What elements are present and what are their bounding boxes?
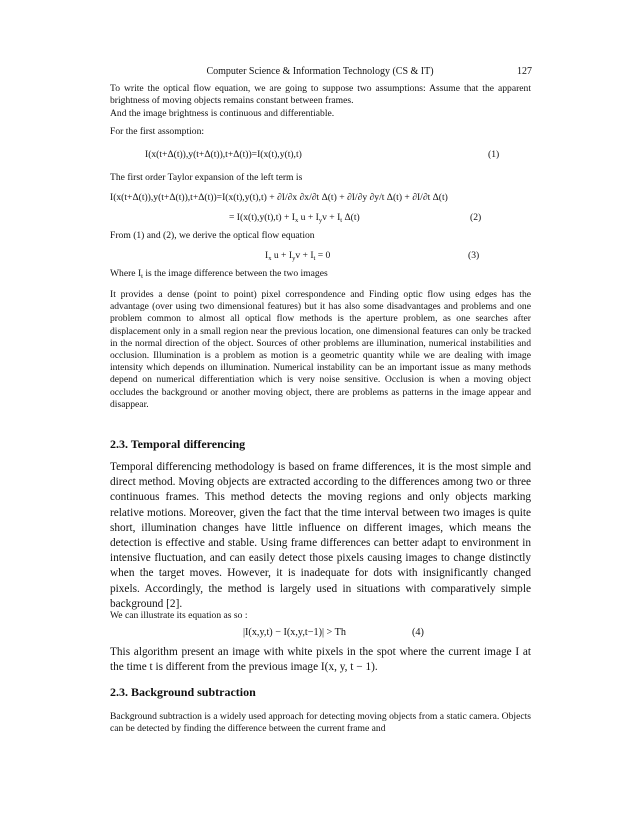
page-number: 127 xyxy=(517,66,532,77)
equation-3: $I_x$ $u + I_yv + I_t = 0$ xyxy=(265,250,331,262)
section-heading-temporal: 2.3. Temporal differencing xyxy=(110,437,246,451)
equation-4-number: (4) xyxy=(412,627,424,638)
illustrate-sentence: We can illustrate its equation as so : xyxy=(110,610,248,621)
equation-2-number: (2) xyxy=(470,212,482,223)
equation-1: I(x(t+Δ(t)),y(t+Δ(t)),t+Δ(t))=I(x(t),y(t),t) xyxy=(145,149,302,160)
where-sentence: Where $I_t$ is the image difference between the two images xyxy=(110,268,328,280)
equation-2-line-1: I(x(t+Δ(t)),y(t+Δ(t)),t+Δ(t))=I(x(t),y(t),t) + ∂I/∂x ∂x/∂t Δ(t) + ∂I/∂y ∂y/t Δ(t) + ∂I/∂t Δ(t) xyxy=(110,192,448,203)
dense-paragraph: It provides a dense (point to point) pixel correspondence and Finding optic flow using edges has the advantage (over using two dimensional features) but it has also some disadvantages and problems and one problem common to almost all optical flow methods is the aperture problem, as one searches after displacement only in a small region near the previous location, one dimensional features can only be tracked in the normal direction of the object. Sources of other problems are illumination, numerical instabilities and occlusion. Illumination is a problem as motion is a geometric quantity while we are dealing with image intensity which depends on illumination. Numerical instability can be an important issue as many methods depend on numerical differentiation which is very noise sensitive. Occlusion is when a moving object occludes the background or another moving object, there are problems as patterns in the image appear and disappear. xyxy=(110,289,531,410)
algorithm-paragraph: This algorithm present an image with white pixels in the spot where the current image I at the time t is different from the previous image I(x, y, t − 1). xyxy=(110,646,531,674)
equation-2-line-2: = $I(x(t),y(t),t) + I_x$ $u + I_yv + I_t$ Δ(t) xyxy=(229,212,360,224)
section-heading-background: 2.3. Background subtraction xyxy=(110,685,256,699)
equation-1-number: (1) xyxy=(488,149,500,160)
equation-4: |I(x,y,t) − I(x,y,t−1)| > Th xyxy=(243,627,346,638)
intro-paragraph: To write the optical flow equation, we are going to suppose two assumptions: Assume that the apparent brightness of moving objects remains constant between frames. xyxy=(110,83,531,107)
first-assumption-label: For the first assomption: xyxy=(110,126,205,137)
derive-sentence: From (1) and (2), we derive the optical flow equation xyxy=(110,230,315,241)
intro-continuity: And the image brightness is continuous and differentiable. xyxy=(110,108,335,119)
temporal-paragraph: Temporal differencing methodology is based on frame differences, it is the most simple and direct method. Moving objects are extracted according to the differences among two or three continuous frames. This method detects the moving regions and only objects marking relative motions. Moreover, given the fact that the time interval between two images is quite short, illumination changes have little influence on different images, which means the detection is effective and stable. Using frame differences can better adapt to environment in intensive fluctuation, and can easily detect those pixels causing images to change distinctly when the target moves. However, it is inadequate for dots with insignificantly changed pixels. Accordingly, the method is largely used in situations with comparatively simple background [2]. xyxy=(110,461,531,610)
background-paragraph: Background subtraction is a widely used approach for detecting moving objects from a static camera. Objects can be detected by finding the difference between the current frame and xyxy=(110,711,531,735)
running-title: Computer Science & Information Technology (CS & IT) xyxy=(206,66,434,77)
taylor-intro: The first order Taylor expansion of the left term is xyxy=(110,172,303,183)
equation-3-number: (3) xyxy=(468,250,480,261)
